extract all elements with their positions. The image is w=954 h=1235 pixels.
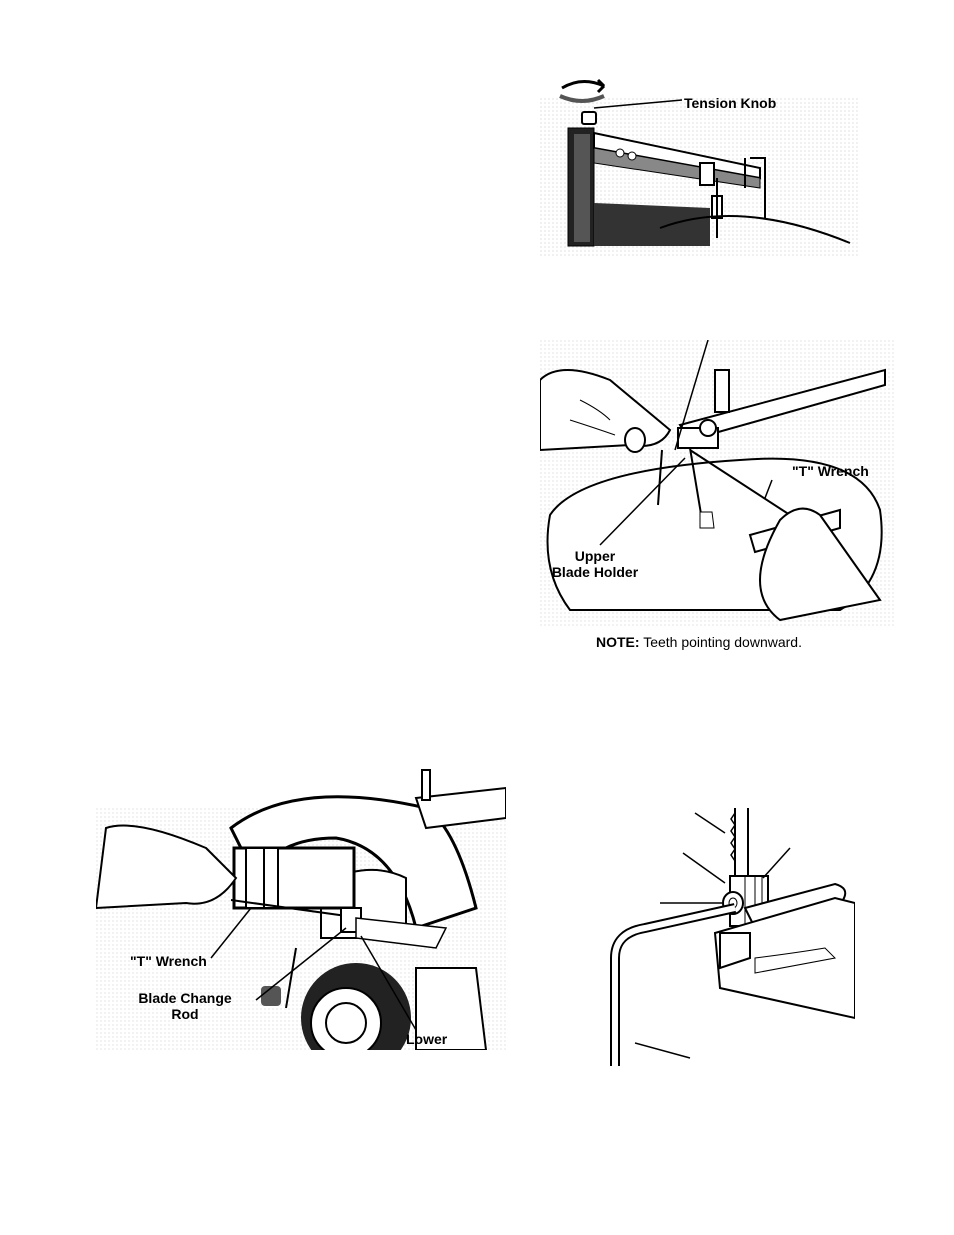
lower-t-wrench-label: "T" Wrench (130, 953, 207, 969)
note-text: Teeth pointing downward. (639, 634, 802, 650)
blade-change-rod-line1: Blade Change (138, 990, 232, 1006)
teeth-note (596, 634, 802, 650)
note-prefix: NOTE: (596, 634, 640, 650)
upper-blade-holder-label (550, 548, 640, 580)
upper-blade-holder-illustration (540, 340, 894, 626)
blade-change-rod-label (130, 990, 240, 1022)
lower-label: Lower (406, 1031, 448, 1047)
upper-blade-holder-line1: Upper (574, 548, 616, 564)
blade-clamp-detail-figure (605, 808, 855, 1066)
blade-change-rod-line2: Rod (171, 1006, 199, 1022)
upper-t-wrench-label: "T" Wrench (792, 463, 869, 479)
blade-clamp-detail-illustration (605, 808, 855, 1066)
upper-blade-holder-line2: Blade Holder (551, 564, 639, 580)
upper-blade-holder-figure (540, 340, 894, 626)
tension-knob-label: Tension Knob (684, 95, 777, 111)
